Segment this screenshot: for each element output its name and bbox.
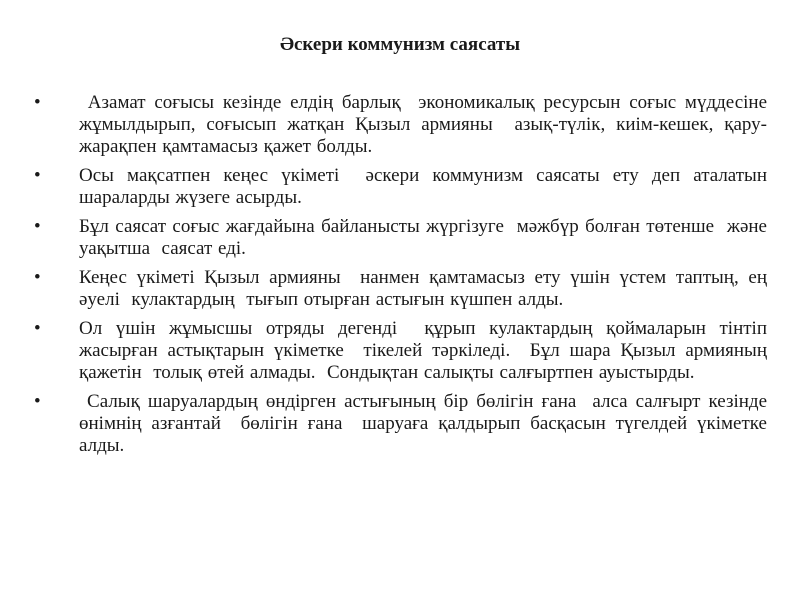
bullet-item [34, 92, 779, 158]
slide-title: Әскери коммунизм саясаты [279, 34, 521, 55]
bullet-dot-icon: • [34, 92, 41, 113]
bullet-dot-icon: • [34, 391, 41, 412]
bullet-text: Кеңес үкіметі Қызыл армияны нанмен қамтамасыз ету үшін үстем таптың, ең әуелі кулактардың тығып отырған астығын күшпен алды. [79, 267, 773, 310]
bullet-dot-icon: • [34, 318, 41, 339]
bullet-item [34, 318, 773, 384]
bullet-dot-icon: • [34, 165, 41, 186]
bullet-dot-icon: • [34, 267, 41, 288]
bullet-text: Ол үшін жұмысшы отряды дегенді құрып кулактардың қоймаларын тінтіп жасырған астықтарын үкіметке тікелей тәркіледі. Бұл шара Қызыл армияның қажетін толық өтей алмады. Сондықтан салықты салғыртпен ауыстырды. [79, 318, 773, 383]
bullet-list [34, 92, 779, 464]
bullet-text: Осы мақсатпен кеңес үкіметі әскери коммунизм саясаты ету деп аталатын шараларды жүзеге асырды. [79, 165, 773, 208]
bullet-dot-icon: • [34, 216, 41, 237]
bullet-item [34, 391, 779, 457]
bullet-item [34, 165, 773, 209]
bullet-text: Бұл саясат соғыс жағдайына байланысты жүргізуге мәжбүр болған төтенше және уақытша саясат еді. [79, 216, 773, 259]
bullet-text: Азамат соғысы кезінде елдің барлық экономикалық ресурсын соғыс мүддесіне жұмылдырып, соғысып жатқан Қызыл армияны азық-түлік, киім-кешек, қару-жарақпен қамтамасыз қажет болды. [79, 92, 779, 157]
bullet-item [34, 267, 773, 311]
bullet-item [34, 216, 773, 260]
bullet-text: Салық шаруалардың өндірген астығының бір бөлігін ғана алса салғырт кезінде өнімнің азғантай бөлігін ғана шаруаға қалдырып басқасын түгелдей үкіметке алды. [79, 391, 779, 456]
